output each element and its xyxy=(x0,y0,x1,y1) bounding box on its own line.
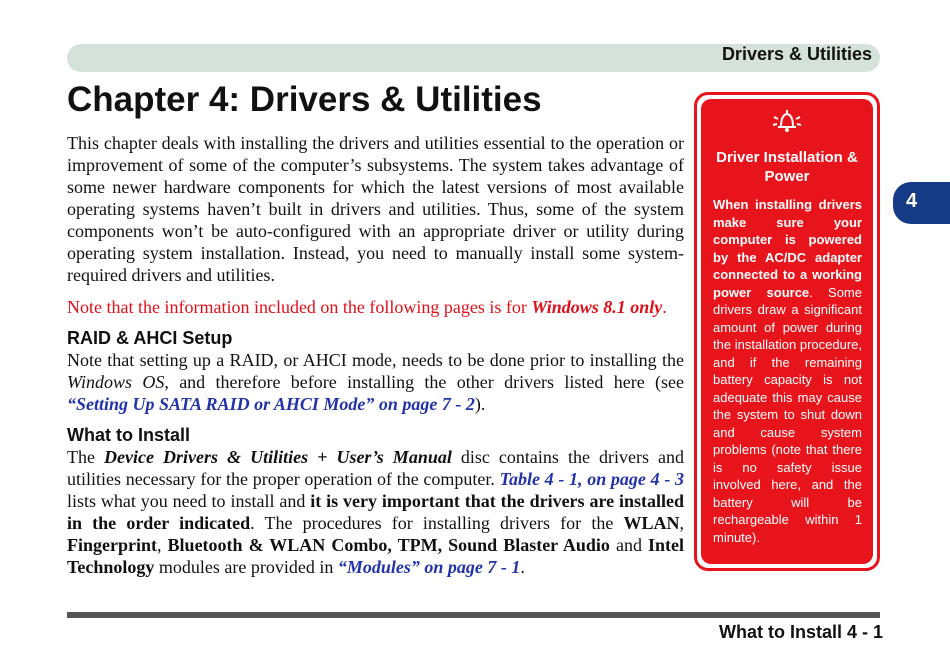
footer-text: What to Install 4 - 1 xyxy=(718,622,883,642)
alert-bell-icon xyxy=(701,107,873,140)
install-wlan: WLAN xyxy=(623,513,680,533)
main-content xyxy=(67,132,684,578)
raid-text-3: ). xyxy=(474,394,486,414)
sidebar-title: Driver Installation & Power xyxy=(716,149,858,185)
raid-heading: RAID & AHCI Setup xyxy=(67,328,233,348)
install-fingerprint: Fingerprint xyxy=(67,535,157,555)
raid-text-1: Note that setting up a RAID, or AHCI mode, needs to be done prior to installing the xyxy=(67,350,684,370)
install-intel: Intel Technology xyxy=(67,535,684,577)
chapter-tab-number: 4 xyxy=(906,190,918,212)
note-emphasis: Windows 8.1 only xyxy=(531,297,663,317)
running-header: Drivers & Utilities xyxy=(721,44,872,64)
sidebar-text xyxy=(713,196,862,546)
raid-text-2: , and therefore before installing the other drivers listed here (see xyxy=(164,372,685,392)
chapter-tab xyxy=(893,182,950,224)
install-t1: The xyxy=(67,447,105,467)
install-t7: and xyxy=(609,535,648,555)
install-t4: . The procedures for installing drivers for the xyxy=(250,513,624,533)
install-modules: Bluetooth & WLAN Combo, TPM, Sound Blaster Audio xyxy=(167,535,610,555)
note-suffix: . xyxy=(662,297,667,317)
install-t2: disc contains the drivers and utilities necessary for the proper operation of the computer. xyxy=(67,447,684,489)
install-table-link[interactable]: Table 4 - 1, on page 4 - 3 xyxy=(499,469,685,489)
sidebar-inner xyxy=(701,99,873,564)
install-t9: . xyxy=(520,557,525,577)
install-t5: , xyxy=(679,513,684,533)
install-t8: modules are provided in xyxy=(154,557,338,577)
raid-os: Windows OS xyxy=(67,372,165,392)
intro-paragraph: This chapter deals with installing the drivers and utilities essential to the operation or improvement of some of the computer’s subsystems. The system takes advantage of some newer hardware components for which the latest versions of most available operating systems haven’t built in drivers and utilities. Thus, some of the system components won’t be auto-configured with an appropriate driver or utility during operating system installation. Instead, you need to manually install some system-required drivers and utilities. xyxy=(67,133,684,285)
sidebar-rest-text: . Some drivers draw a significant amount of power during the installation procedure, and if the remaining battery capacity is not adequate this may cause the system to shut down and cause system problems (note that there is no safety issue involved here, and the battery will be rechargeable within 1 minute). xyxy=(713,284,862,545)
sidebar-callout xyxy=(694,92,880,571)
install-disc: Device Drivers & Utilities + User’s Manual xyxy=(104,447,452,467)
note-prefix: Note that the information included on the following pages is for xyxy=(67,297,532,317)
install-t6: , xyxy=(157,535,168,555)
chapter-title: Chapter 4: Drivers & Utilities xyxy=(67,80,542,119)
note-paragraph xyxy=(67,296,684,318)
install-modules-link[interactable]: “Modules” on page 7 - 1 xyxy=(337,557,521,577)
sidebar-bold-text: When installing drivers make sure your computer is powered by the AC/DC adapter connected to a working power source xyxy=(713,197,862,300)
install-t3: lists what you need to install and xyxy=(67,491,311,511)
raid-paragraph xyxy=(67,349,684,415)
install-paragraph xyxy=(67,446,684,578)
raid-link[interactable]: “Setting Up SATA RAID or AHCI Mode” on page 7 - 2 xyxy=(67,394,475,414)
install-heading: What to Install xyxy=(67,425,190,445)
install-important: it is very important that the drivers are installed in the order indicated xyxy=(67,491,685,533)
footer-rule xyxy=(67,612,880,618)
